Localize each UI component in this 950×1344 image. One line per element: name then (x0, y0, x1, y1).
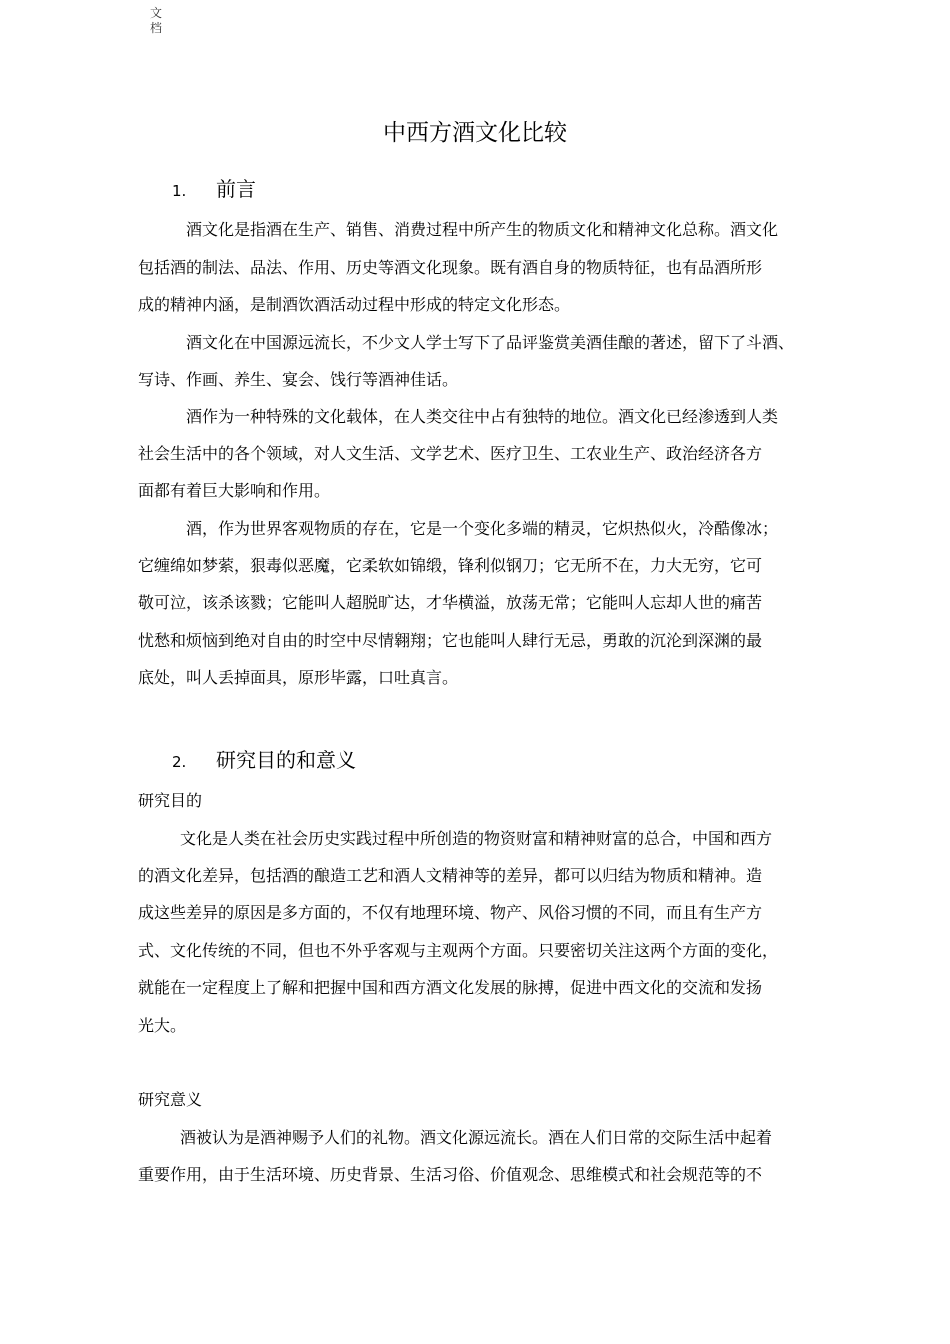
paragraph-line: 的酒文化差异，包括酒的酿造工艺和酒人文精神等的差异，都可以归结为物质和精神。造 (138, 866, 763, 885)
section-2-number: 2. (172, 753, 187, 771)
paragraph-line: 写诗、作画、养生、宴会、饯行等酒神佳话。 (138, 370, 459, 389)
paragraph-line: 酒文化在中国源远流长，不少文人学士写下了品评鉴赏美酒佳酿的著述，留下了斗酒、 (186, 333, 795, 352)
paragraph-line: 重要作用，由于生活环境、历史背景、生活习俗、价值观念、思维模式和社会规范等的不 (138, 1165, 763, 1184)
paragraph-line: 酒作为一种特殊的文化载体，在人类交往中占有独特的地位。酒文化已经渗透到人类 (186, 407, 779, 426)
section-1-title: 前言 (216, 177, 256, 201)
paragraph-line: 社会生活中的各个领域，对人文生活、文学艺术、医疗卫生、工农业生产、政治经济各方 (138, 444, 763, 463)
paragraph-line: 敬可泣，该杀该戮；它能叫人超脱旷达，才华横溢，放荡无常；它能叫人忘却人世的痛苦 (138, 593, 763, 612)
section-1-heading (172, 176, 256, 204)
paragraph-line: 文化是人类在社会历史实践过程中所创造的物资财富和精神财富的总合，中国和西方 (180, 829, 773, 848)
paragraph-line: 成的精神内涵，是制酒饮酒活动过程中形成的特定文化形态。 (138, 295, 571, 314)
header-mark: 文档 (150, 6, 163, 35)
paragraph-line: 酒被认为是酒神赐予人们的礼物。酒文化源远流长。酒在人们日常的交际生活中起着 (180, 1128, 773, 1147)
research-meaning-title: 研究意义 (138, 1090, 203, 1109)
paragraph-line: 忧愁和烦恼到绝对自由的时空中尽情翱翔；它也能叫人肆行无忌，勇敢的沉沦到深渊的最 (138, 631, 763, 650)
paragraph-line: 酒文化是指酒在生产、销售、消费过程中所产生的物质文化和精神文化总称。酒文化 (186, 220, 779, 239)
paragraph-line: 光大。 (138, 1016, 187, 1035)
paragraph-line: 成这些差异的原因是多方面的，不仅有地理环境、物产、风俗习惯的不同，而且有生产方 (138, 903, 763, 922)
section-2-heading (172, 747, 356, 775)
document-title: 中西方酒文化比较 (383, 120, 567, 146)
section-2-title: 研究目的和意义 (216, 748, 356, 772)
paragraph-line: 面都有着巨大影响和作用。 (138, 481, 331, 500)
paragraph-line: 它缠绵如梦萦，狠毒似恶魔，它柔软如锦缎，锋利似钢刀；它无所不在，力大无穷，它可 (138, 556, 763, 575)
paragraph-line: 底处，叫人丢掉面具，原形毕露，口吐真言。 (138, 668, 459, 687)
section-1-number: 1. (172, 182, 187, 200)
paragraph-line: 包括酒的制法、品法、作用、历史等酒文化现象。既有酒自身的物质特征，也有品酒所形 (138, 258, 763, 277)
paragraph-line: 式、文化传统的不同，但也不外乎客观与主观两个方面。只要密切关注这两个方面的变化， (138, 941, 779, 960)
paragraph-line: 就能在一定程度上了解和把握中国和西方酒文化发展的脉搏，促进中西文化的交流和发扬 (138, 978, 763, 997)
research-purpose-title: 研究目的 (138, 791, 203, 810)
paragraph-line: 酒，作为世界客观物质的存在，它是一个变化多端的精灵，它炽热似火，冷酷像冰； (186, 519, 779, 538)
